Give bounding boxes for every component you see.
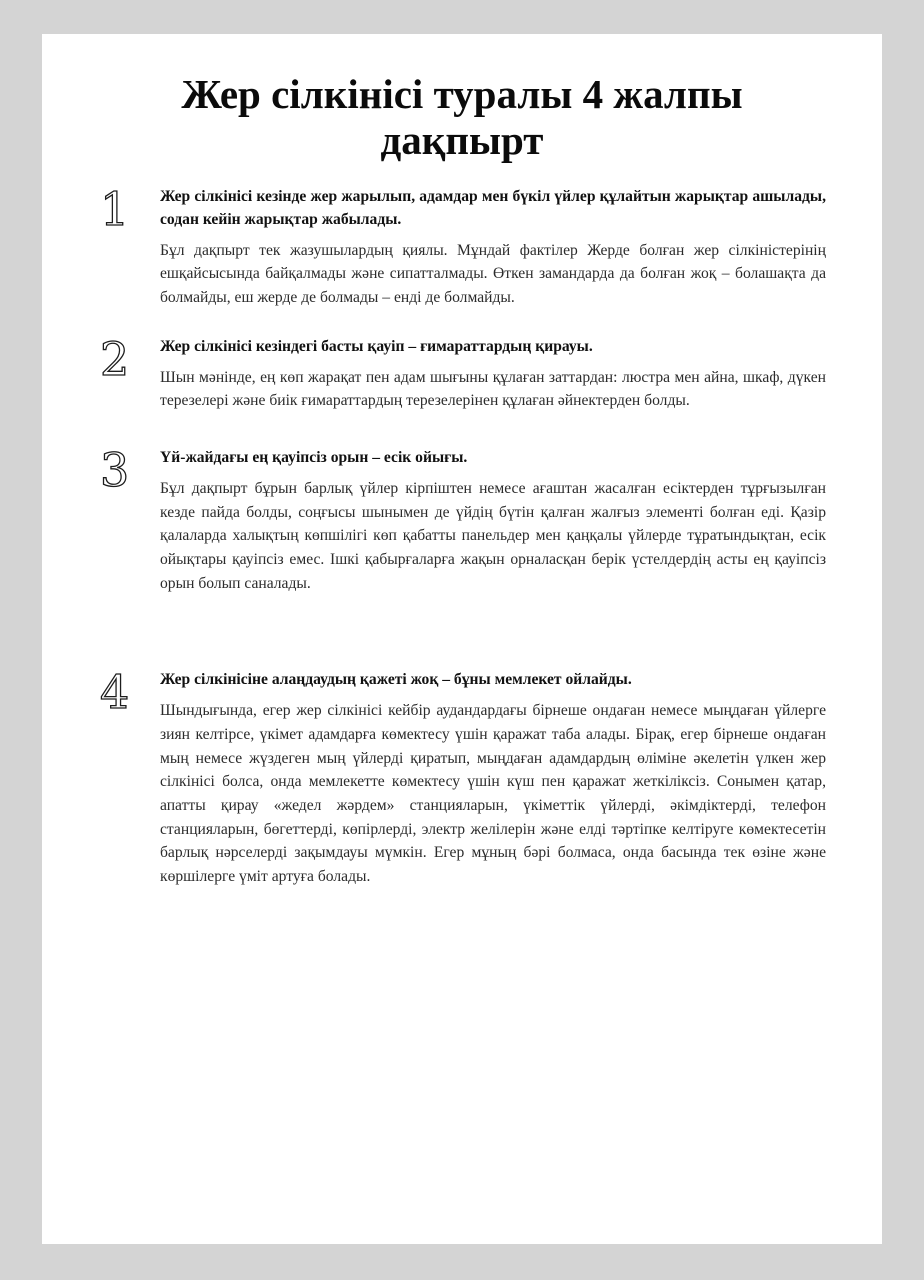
list-item [98,331,826,413]
page-title: Жер сілкінісі туралы 4 жалпы дақпырт [181,71,743,163]
list-item [98,181,826,310]
myth-explanation: Шын мәнінде, ең көп жарақат пен адам шығыны құлаған заттардан: люстра мен айна, шкаф, дүкен терезелері және биік ғимараттардың терезелерінен құлаған әйнектерден болды. [160,368,826,410]
item-number: 4 [100,665,130,720]
myth-statement: Үй-жайдағы ең қауіпсіз орын – есік ойығы. [160,449,468,467]
item-number: 2 [100,331,130,386]
myth-statement: Жер сілкінісі кезіндегі басты қауіп – ғимараттардың қирауы. [160,337,593,355]
item-body [160,336,826,413]
myth-explanation: Бұл дақпырт бұрын барлық үйлер кірпіштен немесе ағаштан жасалған есіктерден тұрғызылған кезде пайда болды, соңғысы шынымен де үйдің бүтін қалған жалғыз элементі болған еді. Қазір қалаларда халықтың көпшілігі көп қабатты панельдер мен қаңқалы үйлерде тұратындықтан, есік ойықтары қауіпсіз емес. Ішкі қабырғаларға жақын орналасқан берік үстелдердің асты ең қауіпсіз орын болып саналады. [160,479,826,592]
myth-explanation: Бұл дақпырт тек жазушылардың қиялы. Мұндай фактілер Жерде болған жер сілкіністерінің ешқайсысында байқалмады және сипатталмады. Өткен замандарда да болған жоқ – болашақта да болмайды, еш жерде де болмады – енді де болмайды. [160,241,826,307]
item-number-column [98,443,160,498]
list-item [98,443,826,595]
myth-explanation: Шындығында, егер жер сілкінісі кейбір аудандардағы бірнеше ондаған немесе мыңдаған үйлерге зиян келтірсе, үкімет адамдарға көмектесу үшін қаражат таба алады. Бірақ, егер бірнеше ондаған мың немесе жүздеген мың үйлерді қиратып, мыңдаған адамдардың өліміне әкелетін үлкен жер сілкінісі болса, онда мемлекетте көмектесу үшін күш пен қаражат жеткіліксіз. Сонымен қатар, апатты қирау «жедел жәрдем» станцияларын, үкіметтік үйлерді, әкімдіктерді, телефон станцияларын, бөгеттерді, көпірлерді, электр желілерін және елді тәртіпке келтіруге көмектесетін барлық нәрселерді зақымдауы мүмкін. Егер мұның бәрі болмаса, онда басында тек өзіне және көршілерге үміт артуға болады. [160,702,826,886]
item-number: 1 [100,181,130,236]
list-item [98,665,826,888]
item-body [160,447,826,595]
myth-statement: Жер сілкінісіне алаңдаудың қажеті жоқ – бұны мемлекет ойлайды. [160,671,632,689]
document-page [42,34,882,1244]
myth-statement: Жер сілкінісі кезінде жер жарылып, адамдар мен бүкіл үйлер құлайтын жарықтар ашылады, содан кейін жарықтар жабылады. [160,187,826,228]
item-body [160,186,826,310]
item-number: 3 [100,443,130,498]
item-number-column [98,331,160,386]
item-number-column [98,665,160,720]
item-number-column [98,181,160,236]
item-body [160,669,826,888]
